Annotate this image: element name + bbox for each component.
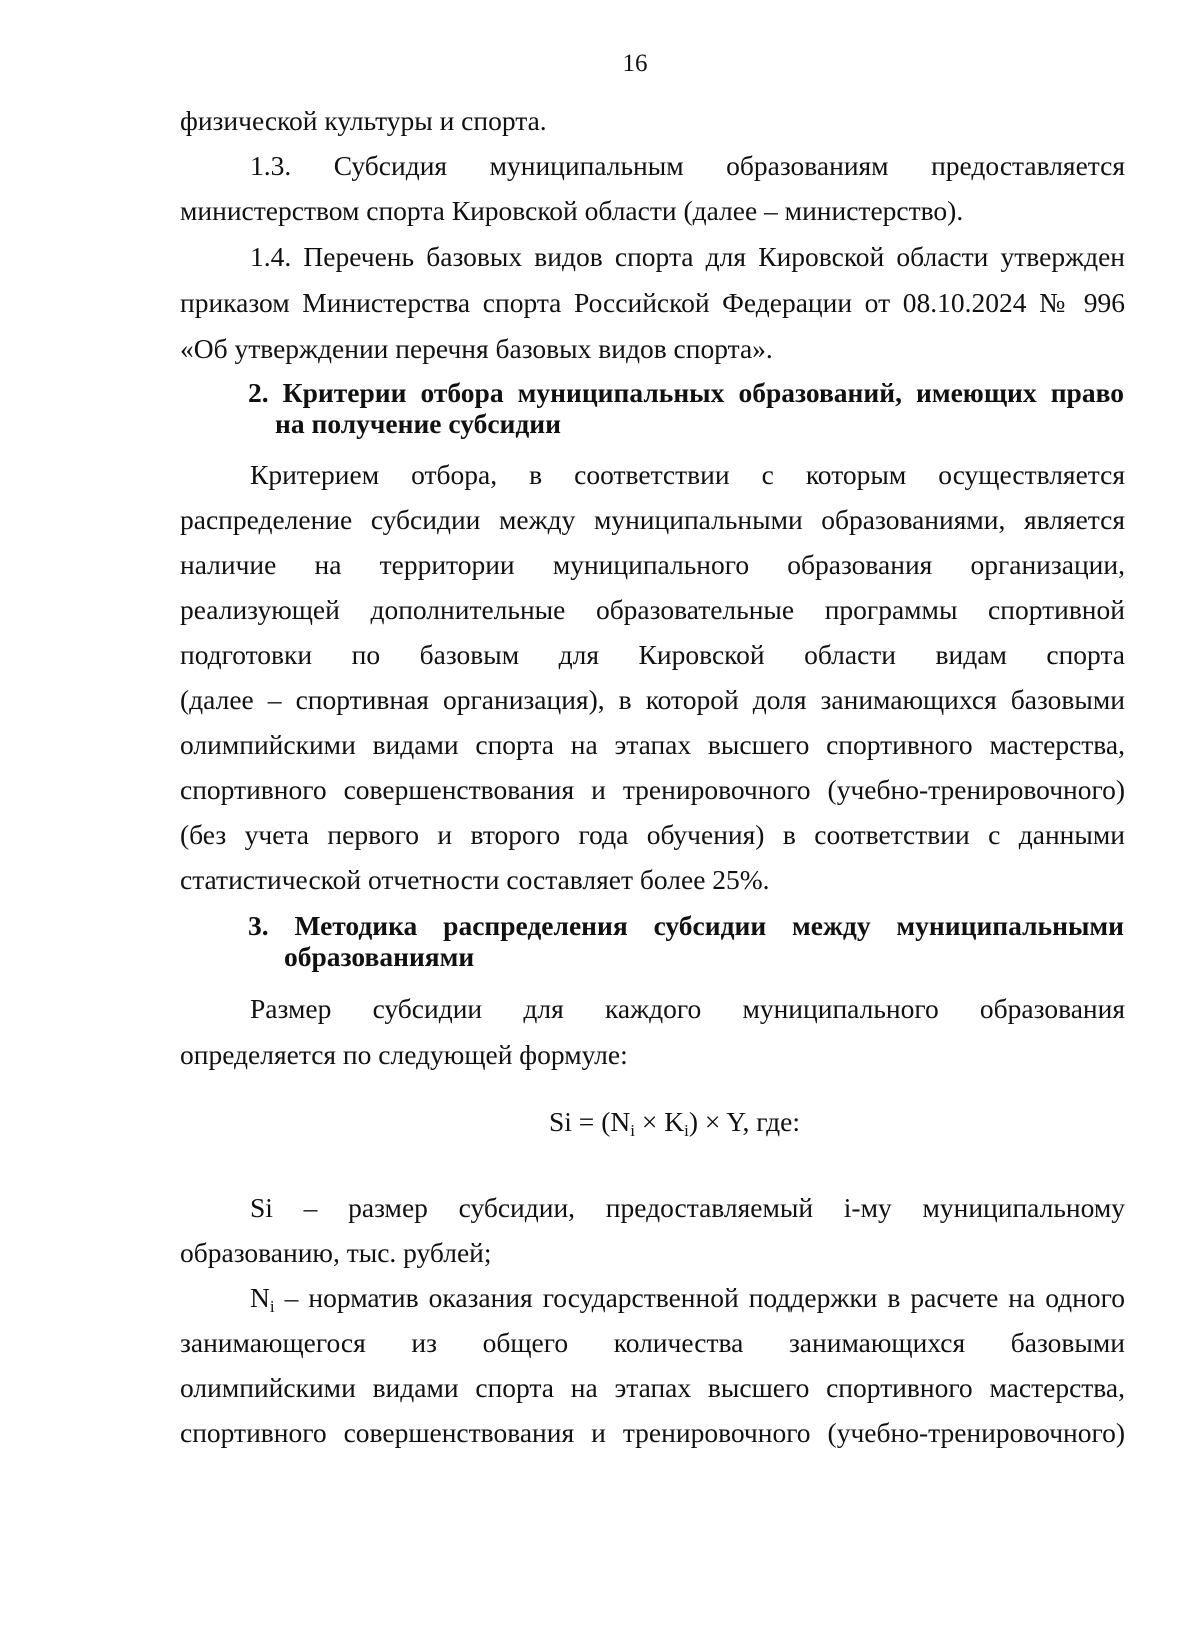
paragraph-1-4-line-3: «Об утверждении перечня базовых видов спорта».	[180, 333, 773, 364]
criteria-line-5: подготовки по базовым для Кировской области видам спорта	[180, 639, 1125, 670]
section-2-heading-line-1: 2. Критерии отбора муниципальных образований, имеющих право	[248, 377, 1124, 408]
criteria-line-3: наличие на территории муниципального образования организации,	[180, 549, 1125, 580]
paragraph-1-4-line-2: приказом Министерства спорта Российской Федерации от 08.10.2024 № 996	[180, 287, 1125, 318]
formula-rhs: ) × Y, где:	[688, 1106, 801, 1137]
section-3-heading-line-1: 3. Методика распределения субсидии между муниципальными	[248, 910, 1124, 941]
criteria-line-8: спортивного совершенствования и тренировочного (учебно-тренировочного)	[180, 774, 1125, 805]
section-2-heading-line-2: на получение субсидии	[275, 408, 561, 439]
paragraph-1-3-line-1: 1.3. Субсидия муниципальным образованиям предоставляется	[250, 150, 1125, 181]
criteria-line-7: олимпийскими видами спорта на этапах высшего спортивного мастерства,	[180, 729, 1125, 760]
paragraph-1-3-line-2: министерством спорта Кировской области (далее – министерство).	[180, 195, 964, 226]
page-number: 16	[622, 50, 648, 77]
criteria-line-4: реализующей дополнительные образовательные программы спортивной	[180, 594, 1125, 625]
method-line-1: Размер субсидии для каждого муниципального образования	[250, 993, 1125, 1024]
si-definition-line-2: образованию, тыс. рублей;	[180, 1237, 492, 1268]
subsidy-formula	[549, 1106, 800, 1141]
criteria-line-10: статистической отчетности составляет более 25%.	[180, 864, 770, 895]
formula-lhs: Si = (N	[549, 1106, 631, 1137]
method-line-2: определяется по следующей формуле:	[180, 1039, 628, 1070]
ni-symbol: N	[250, 1282, 270, 1313]
si-definition-line-1: Si – размер субсидии, предоставляемый i-му муниципальному	[250, 1192, 1125, 1223]
ni-definition-line-4: спортивного совершенствования и тренировочного (учебно-тренировочного)	[180, 1417, 1125, 1448]
criteria-line-2: распределение субсидии между муниципальными образованиями, является	[180, 504, 1125, 535]
formula-subscript-2: i	[684, 1121, 689, 1140]
criteria-line-9: (без учета первого и второго года обучения) в соответствии с данными	[180, 819, 1125, 850]
criteria-line-1: Критерием отбора, в соответствии с которым осуществляется	[250, 459, 1125, 490]
ni-definition-line-3: олимпийскими видами спорта на этапах высшего спортивного мастерства,	[180, 1372, 1125, 1403]
criteria-line-6: (далее – спортивная организация), в которой доля занимающихся базовыми	[180, 684, 1125, 715]
paragraph-line: физической культуры и спорта.	[180, 105, 547, 136]
formula-subscript-1: i	[630, 1121, 635, 1140]
ni-symbol-subscript: i	[269, 1297, 275, 1316]
paragraph-1-4-line-1: 1.4. Перечень базовых видов спорта для Кировской области утвержден	[250, 241, 1125, 272]
formula-mid: × K	[634, 1106, 685, 1137]
ni-definition-text: – норматив оказания государственной поддержки в расчете на одного	[274, 1282, 1125, 1313]
ni-definition-line-2: занимающегося из общего количества занимающихся базовыми	[180, 1327, 1125, 1358]
section-3-heading-line-2: образованиями	[284, 941, 475, 972]
